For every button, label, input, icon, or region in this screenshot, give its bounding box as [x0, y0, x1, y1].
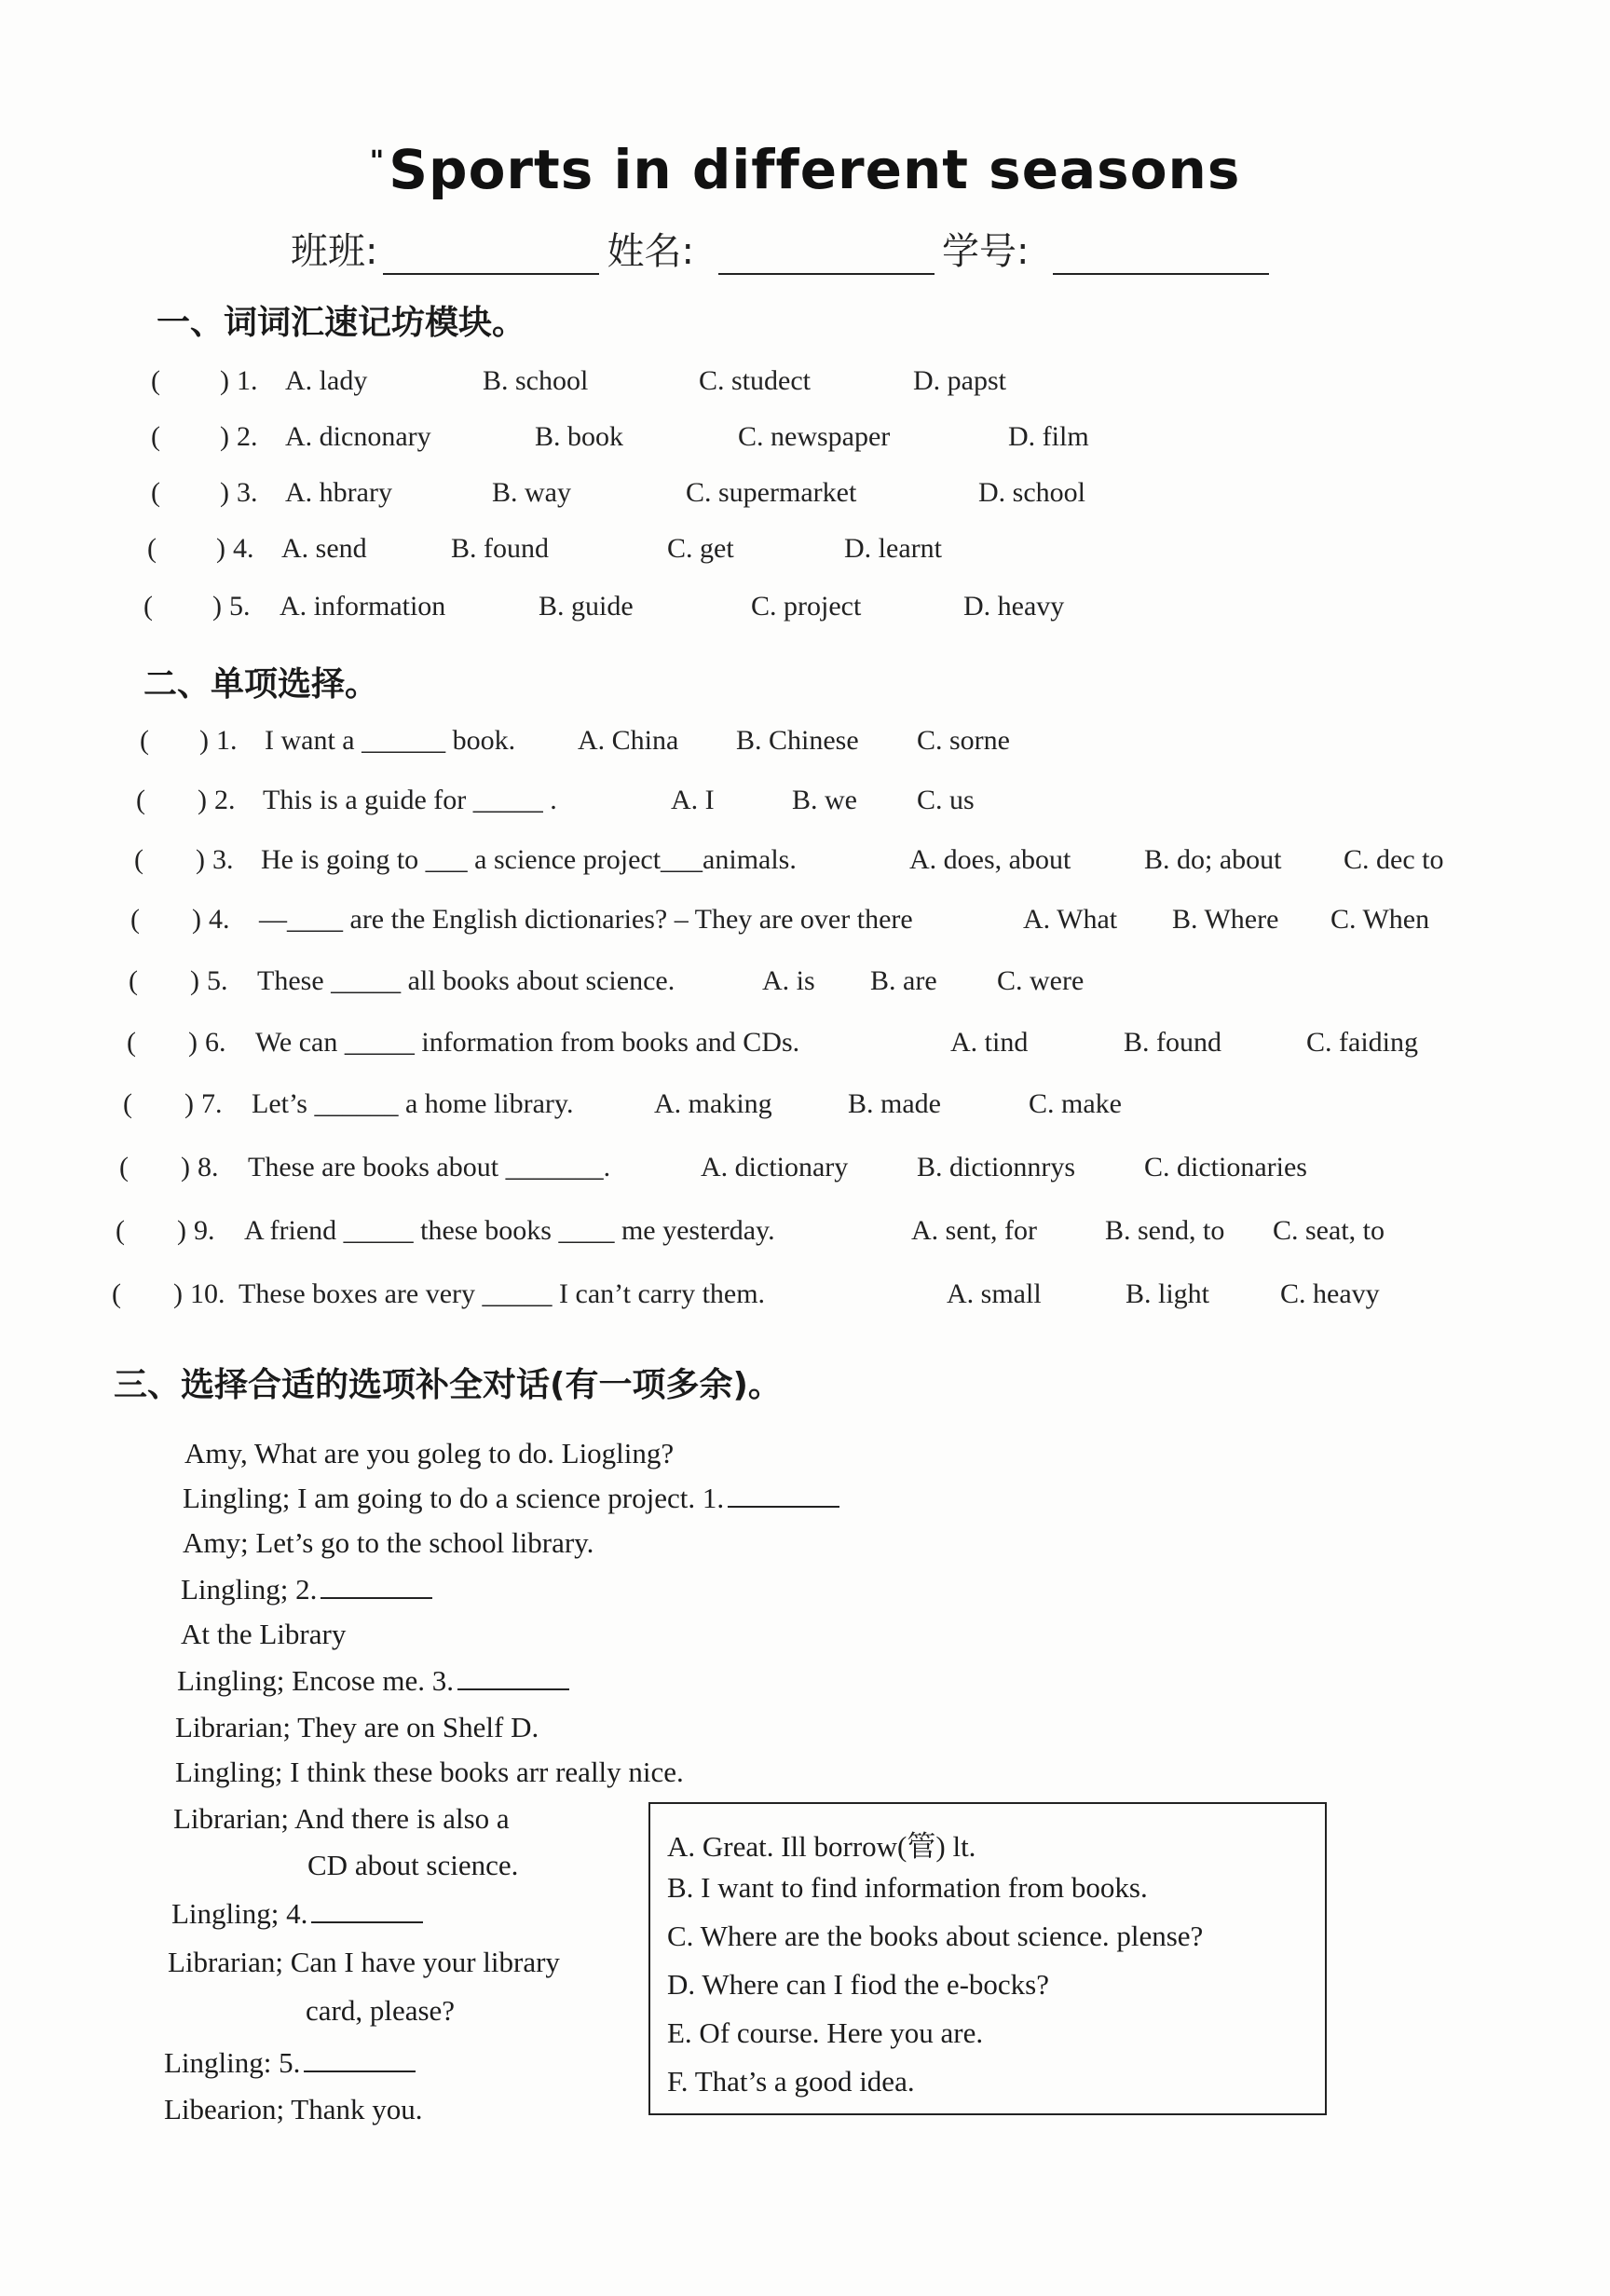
option-a: A. China [578, 725, 679, 756]
option-b: B. guide [539, 591, 634, 622]
option-a: A. tind [950, 1027, 1029, 1058]
option-c: C. dictionaries [1144, 1152, 1307, 1182]
option-c: C. faiding [1306, 1027, 1418, 1058]
question-number: 2. [214, 785, 236, 815]
option-c: C. studect [699, 365, 811, 396]
option-a: A. is [762, 965, 815, 996]
option-b: B. school [483, 365, 589, 396]
question-number: 3. [212, 844, 234, 875]
dialog-line [164, 2046, 416, 2080]
dialog-line [164, 2093, 423, 2126]
number-blank [1053, 232, 1269, 275]
dialog-line [184, 1437, 674, 1470]
answer-paren-close: ) [190, 965, 199, 996]
option-b: B. Where [1172, 904, 1279, 935]
option-b: B. are [870, 965, 937, 996]
dialog-line [177, 1664, 569, 1698]
answer-paren-open: ( [151, 477, 160, 508]
answer-paren-close: ) [192, 904, 201, 935]
option-b: B. made [848, 1088, 941, 1119]
dialog-text: Lingling; I am going to do a science project. 1. [183, 1482, 725, 1514]
question-number: 4. [209, 904, 230, 935]
option-b: B. dictionnrys [917, 1152, 1075, 1182]
option-c: C. project [751, 591, 862, 622]
option-b: B. send, to [1105, 1215, 1225, 1246]
option-d: D. papst [913, 365, 1006, 396]
dialog-line [168, 1946, 560, 1979]
dialog-text: Lingling; Encose me. 3. [177, 1664, 455, 1697]
option-c: C. us [917, 785, 975, 815]
option-b: B. found [1124, 1027, 1221, 1058]
dialog-line [183, 1482, 839, 1515]
option-a: A. send [281, 533, 367, 564]
dialog-text: Lingling; I think these books arr really nice. [175, 1756, 684, 1788]
option-a: A. dicnonary [285, 421, 431, 452]
dialog-text: Librarian; They are on Shelf D. [175, 1711, 539, 1743]
answer-paren-close: ) [181, 1152, 190, 1182]
option-a: A. What [1023, 904, 1118, 935]
question-stem: —____ are the English dictionaries? – They are over there [259, 904, 913, 935]
option-a: A. making [654, 1088, 772, 1119]
answer-paren-close: ) [198, 785, 207, 815]
answer-paren-close: ) [220, 477, 229, 508]
question-number: 4. [233, 533, 254, 564]
answer-blank[interactable] [321, 1573, 432, 1599]
dialog-text: Amy, What are you goleg to do. Liogling? [184, 1437, 675, 1469]
answer-blank[interactable] [311, 1897, 423, 1923]
question-number: 5. [207, 965, 228, 996]
answer-blank[interactable] [457, 1664, 569, 1690]
option-b: B. light [1126, 1278, 1210, 1309]
dialog-line [173, 1802, 510, 1836]
section-1-heading: 一、词词汇速记坊模块。 [157, 304, 526, 342]
option-b: B. do; about [1144, 844, 1282, 875]
answer-paren-close: ) [184, 1088, 194, 1119]
answer-blank[interactable] [304, 2046, 416, 2072]
answer-paren-open: ( [119, 1152, 129, 1182]
dialog-text: card, please? [306, 1994, 456, 2027]
question-number: 9. [194, 1215, 215, 1246]
answer-paren-close: ) [199, 725, 209, 756]
option-c: C. When [1330, 904, 1430, 935]
answer-paren-open: ( [112, 1278, 121, 1309]
dialog-line [181, 1618, 346, 1651]
option-b: B. book [535, 421, 624, 452]
option-a: A. I [671, 785, 715, 815]
dialog-text: At the Library [181, 1618, 347, 1650]
answer-paren-open: ( [134, 844, 143, 875]
option-a: A. small [947, 1278, 1042, 1309]
question-stem: I want a ______ book. [265, 725, 516, 756]
option-c: C. make [1029, 1088, 1122, 1119]
question-number: 7. [201, 1088, 223, 1119]
dialog-option: D. Where can I fiod the e-bocks? [667, 1968, 1049, 2001]
title-text: Sports in different seasons [389, 138, 1241, 201]
option-d: D. school [978, 477, 1085, 508]
dialog-line [307, 1849, 518, 1882]
answer-paren-open: ( [151, 365, 160, 396]
dialog-text: Lingling: 5. [164, 2046, 301, 2079]
question-stem: We can _____ information from books and CDs. [255, 1027, 800, 1058]
dialog-option: B. I want to find information from books. [667, 1871, 1148, 1904]
class-label: 班班: [291, 230, 378, 273]
answer-paren-close: ) [220, 365, 229, 396]
answer-paren-close: ) [220, 421, 229, 452]
answer-paren-close: ) [196, 844, 205, 875]
option-a: A. information [280, 591, 446, 622]
answer-paren-open: ( [129, 965, 138, 996]
question-stem: These boxes are very _____ I can’t carry them. [239, 1278, 766, 1309]
option-b: B. found [451, 533, 549, 564]
question-stem: This is a guide for _____ . [263, 785, 557, 815]
dialog-option: E. Of course. Here you are. [667, 2016, 984, 2049]
option-a: A. hbrary [285, 477, 392, 508]
option-c: C. were [997, 965, 1085, 996]
question-number: 5. [229, 591, 251, 622]
dialog-option: A. Great. Ill borrow(管) lt. [667, 1830, 976, 1863]
page-title [0, 138, 1610, 201]
question-stem: Let’s ______ a home library. [252, 1088, 574, 1119]
option-a: A. does, about [909, 844, 1071, 875]
answer-paren-close: ) [173, 1278, 183, 1309]
option-c: C. seat, to [1273, 1215, 1385, 1246]
question-number: 2. [237, 421, 258, 452]
option-b: B. we [792, 785, 857, 815]
option-a: A. lady [285, 365, 368, 396]
answer-paren-open: ( [136, 785, 145, 815]
dialog-line [181, 1573, 432, 1606]
question-stem: These _____ all books about science. [257, 965, 675, 996]
question-number: 1. [237, 365, 258, 396]
answer-paren-close: ) [188, 1027, 198, 1058]
answer-paren-open: ( [151, 421, 160, 452]
title-mark: " [369, 145, 386, 178]
option-c: C. dec to [1344, 844, 1444, 875]
answer-paren-open: ( [116, 1215, 125, 1246]
dialog-text: Lingling; 2. [181, 1573, 318, 1606]
option-c: C. sorne [917, 725, 1010, 756]
answer-paren-open: ( [127, 1027, 136, 1058]
dialog-text: Lingling; 4. [171, 1897, 308, 1930]
options-box [648, 1802, 1327, 2115]
dialog-option: F. That’s a good idea. [667, 2065, 915, 2098]
answer-blank[interactable] [728, 1482, 839, 1508]
option-d: D. heavy [963, 591, 1065, 622]
dialog-line [175, 1756, 684, 1789]
option-b: B. Chinese [736, 725, 859, 756]
question-number: 10. [190, 1278, 225, 1309]
answer-paren-close: ) [177, 1215, 186, 1246]
question-stem: These are books about _______. [248, 1152, 611, 1182]
answer-paren-close: ) [212, 591, 222, 622]
dialog-line [171, 1897, 423, 1931]
answer-paren-open: ( [140, 725, 149, 756]
option-c: C. supermarket [686, 477, 857, 508]
class-blank [383, 232, 599, 275]
answer-paren-open: ( [147, 533, 157, 564]
section-2-heading: 二、单项选择。 [143, 665, 379, 704]
option-a: A. dictionary [701, 1152, 849, 1182]
dialog-text: Librarian; Can I have your library [168, 1946, 560, 1978]
answer-paren-close: ) [216, 533, 225, 564]
number-label: 学号: [941, 230, 1030, 273]
name-label: 姓名: [607, 230, 694, 273]
section-3-heading: 三、选择合适的选项补全对话(有一项多余)。 [114, 1366, 782, 1404]
option-a: A. sent, for [911, 1215, 1037, 1246]
option-d: D. film [1008, 421, 1089, 452]
question-stem: He is going to ___ a science project___animals. [261, 844, 797, 875]
question-number: 1. [216, 725, 238, 756]
answer-paren-open: ( [130, 904, 140, 935]
option-b: B. way [492, 477, 571, 508]
option-c: C. heavy [1280, 1278, 1380, 1309]
student-info-row [291, 222, 1276, 275]
dialog-text: Libearion; Thank you. [164, 2093, 423, 2125]
answer-paren-open: ( [123, 1088, 132, 1119]
answer-paren-open: ( [143, 591, 153, 622]
question-number: 6. [205, 1027, 226, 1058]
option-c: C. get [667, 533, 734, 564]
dialog-text: Amy; Let’s go to the school library. [183, 1526, 594, 1559]
option-d: D. learnt [844, 533, 942, 564]
dialog-line [183, 1526, 594, 1560]
question-stem: A friend _____ these books ____ me yesterday. [244, 1215, 775, 1246]
dialog-line [306, 1994, 455, 2028]
dialog-text: CD about science. [307, 1849, 519, 1881]
name-blank [718, 232, 935, 275]
question-number: 8. [198, 1152, 219, 1182]
dialog-line [175, 1711, 539, 1744]
dialog-option: C. Where are the books about science. plense? [667, 1920, 1204, 1952]
option-c: C. newspaper [738, 421, 891, 452]
dialog-text: Librarian; And there is also a [173, 1802, 510, 1835]
question-number: 3. [237, 477, 258, 508]
